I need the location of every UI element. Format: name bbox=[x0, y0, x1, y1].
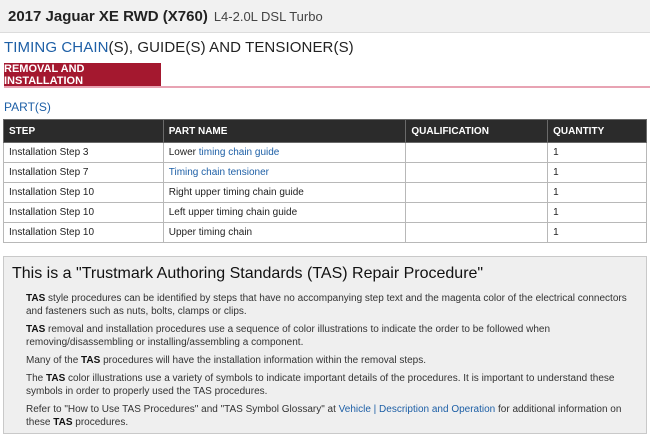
tas-paragraph bbox=[26, 292, 636, 318]
cell-step: Installation Step 10 bbox=[4, 183, 164, 203]
tas-bold: TAS bbox=[81, 355, 101, 366]
cell-qualification bbox=[406, 183, 548, 203]
cell-quantity: 1 bbox=[548, 203, 647, 223]
cell-quantity: 1 bbox=[548, 143, 647, 163]
cell-part-name bbox=[163, 223, 406, 243]
procedure-title-link[interactable]: TIMING CHAIN bbox=[4, 39, 109, 56]
cell-part-name bbox=[163, 163, 406, 183]
procedure-title bbox=[4, 39, 354, 56]
part-name-link[interactable]: timing chain guide bbox=[198, 147, 280, 158]
tas-text: Many of the bbox=[26, 355, 82, 366]
tas-text: procedures will have the installation information within the removal steps. bbox=[100, 355, 427, 366]
tas-paragraph bbox=[26, 354, 636, 367]
table-row bbox=[4, 203, 647, 223]
cell-quantity: 1 bbox=[548, 223, 647, 243]
vehicle-header bbox=[0, 0, 650, 33]
tas-bold: TAS bbox=[53, 417, 73, 428]
cell-part-name bbox=[163, 143, 406, 163]
vehicle-title: 2017 Jaguar XE RWD (X760) bbox=[8, 7, 208, 25]
table-header-row bbox=[4, 120, 647, 143]
table-row bbox=[4, 163, 647, 183]
tas-text: color illustrations use a variety of symbols to indicate important details of the procedures. It is important to understand these symbols in order to properly used the TAS procedures. bbox=[26, 373, 615, 397]
cell-qualification bbox=[406, 143, 548, 163]
tas-paragraph bbox=[26, 403, 636, 429]
tas-bold: TAS bbox=[46, 373, 66, 384]
procedure-title-rest: (S), GUIDE(S) AND TENSIONER(S) bbox=[108, 39, 354, 56]
part-name-text: Upper timing chain bbox=[168, 227, 253, 238]
part-name-link[interactable]: Timing chain tensioner bbox=[168, 167, 269, 178]
parts-heading: PART(S) bbox=[4, 100, 51, 114]
cell-qualification bbox=[406, 163, 548, 183]
vehicle-description-link[interactable]: Vehicle | Description and Operation bbox=[338, 404, 496, 415]
tas-paragraph bbox=[26, 372, 636, 398]
tab-bar bbox=[4, 63, 650, 88]
cell-qualification bbox=[406, 203, 548, 223]
tas-title: This is a "Trustmark Authoring Standards (TAS) Repair Procedure" bbox=[12, 265, 484, 282]
column-header-step: STEP bbox=[4, 120, 164, 143]
table-row bbox=[4, 143, 647, 163]
engine-label: L4-2.0L DSL Turbo bbox=[213, 8, 323, 24]
tas-text: removal and installation procedures use a sequence of color illustrations to indicate the order to be followed when removing/disassembling or installing/assembling a component. bbox=[26, 324, 551, 348]
tas-text: The bbox=[26, 373, 47, 384]
part-name-text: Lower bbox=[168, 147, 199, 158]
table-row bbox=[4, 183, 647, 203]
cell-part-name bbox=[163, 183, 406, 203]
part-name-text: Right upper timing chain guide bbox=[168, 187, 304, 198]
tab-removal-installation[interactable]: REMOVAL AND INSTALLATION bbox=[4, 63, 161, 86]
tas-text: Refer to "How to Use TAS Procedures" and "TAS Symbol Glossary" at bbox=[26, 404, 339, 415]
tas-text: style procedures can be identified by steps that have no accompanying step text and the magenta color of the electrical connectors and fasteners such as nuts, bolts, clamps or clips. bbox=[26, 293, 627, 317]
part-name-text: Left upper timing chain guide bbox=[168, 207, 298, 218]
tas-bold: TAS bbox=[26, 324, 46, 335]
column-header-part-name: PART NAME bbox=[163, 120, 406, 143]
cell-quantity: 1 bbox=[548, 163, 647, 183]
tas-info-box bbox=[3, 256, 647, 434]
cell-step: Installation Step 10 bbox=[4, 223, 164, 243]
cell-quantity: 1 bbox=[548, 183, 647, 203]
tas-text: for additional information on these bbox=[26, 404, 622, 428]
cell-qualification bbox=[406, 223, 548, 243]
cell-step: Installation Step 7 bbox=[4, 163, 164, 183]
tas-text: procedures. bbox=[72, 417, 129, 428]
column-header-qualification: QUALIFICATION bbox=[406, 120, 548, 143]
cell-step: Installation Step 10 bbox=[4, 203, 164, 223]
cell-part-name bbox=[163, 203, 406, 223]
table-row bbox=[4, 223, 647, 243]
tas-paragraph bbox=[26, 323, 636, 349]
tas-bold: TAS bbox=[26, 293, 46, 304]
column-header-quantity: QUANTITY bbox=[548, 120, 647, 143]
cell-step: Installation Step 3 bbox=[4, 143, 164, 163]
parts-table bbox=[3, 119, 647, 243]
